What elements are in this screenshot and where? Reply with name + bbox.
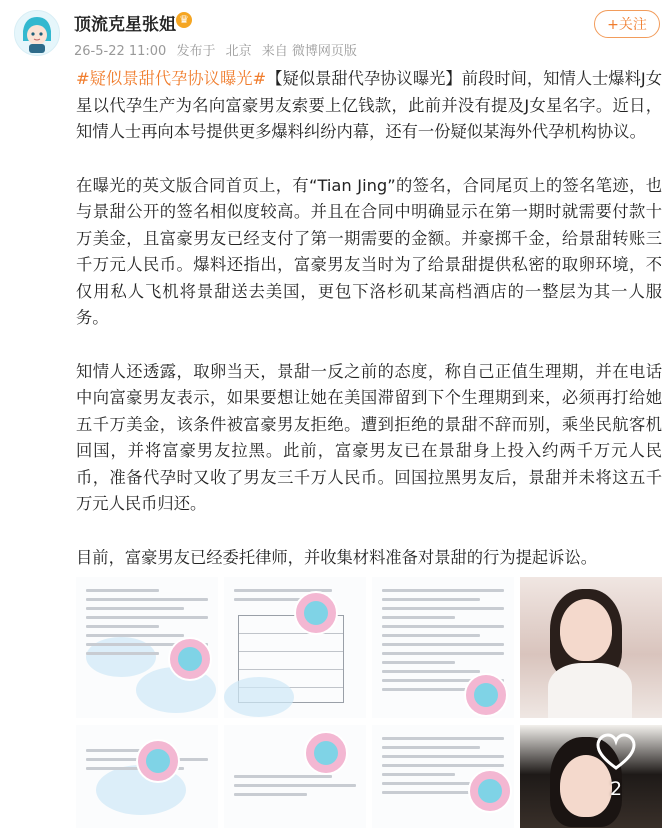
post-meta: [74, 40, 363, 59]
image-thumbnail[interactable]: [224, 577, 366, 718]
post-paragraph-1: [76, 66, 662, 146]
post-time[interactable]: 26-5-22 11:00: [74, 44, 167, 59]
posted-from-label: 发布于: [176, 44, 216, 59]
crown-icon: ♛: [176, 12, 192, 28]
heart-icon[interactable]: [596, 733, 636, 773]
avatar[interactable]: [14, 10, 60, 56]
username[interactable]: 顶流克星张姐: [74, 15, 176, 35]
follow-button[interactable]: +关注: [594, 10, 660, 38]
post-header: [0, 0, 672, 64]
post-paragraph-3: 知情人还透露，取卵当天，景甜一反之前的态度，称自己正值生理期，并在电话中向富豪男友表示，如果要想让她在美国滞留到下个生理期到来，必须再打给她五千万美金，该条件被富豪男友拒绝。遭到拒绝的景甜不辞而别，乘坐民航客机回国，并将富豪男友拉黑。此前，富豪男友已在景甜身上投入约两千万元人民币，准备代孕时又收了男友三千万人民币。回国拉黑男友后，景甜并未将这五千万元人民币归还。: [76, 361, 662, 513]
image-thumbnail[interactable]: [224, 725, 366, 828]
post-paragraph-1-text: 【疑似景甜代孕协议曝光】前段时间，知情人士爆料J女星以代孕生产为名向富豪男友索要上亿钱款，此前并没有提及J女星名字。近日，知情人士再向本号提供更多爆料纠纷内幕，还有一份疑似某海外代孕机构协议。: [76, 69, 662, 141]
image-thumbnail[interactable]: [520, 725, 662, 828]
post-body: [76, 66, 662, 598]
image-thumbnail[interactable]: [372, 725, 514, 828]
post-location: 北京: [225, 44, 252, 59]
image-thumbnail[interactable]: [372, 577, 514, 718]
image-thumbnail[interactable]: [76, 577, 218, 718]
post-paragraph-2: 在曝光的英文版合同首页上，有“Tian Jing”的签名，合同尾页上的签名笔迹，也与景甜公开的签名相似度较高。并且在合同中明确显示在第一期时就需要付款十万美金，且富豪男友已经支付了第一期需要的金额。并豪掷千金，给景甜转账三千万元人民币。爆料还指出，富豪男友当时为了给景甜提供私密的取卵环境，不仅用私人飞机将景甜送去美国，更包下洛杉矶某高档酒店的一整层为其一人服务。: [76, 175, 662, 327]
post-source: 来自 微博网页版: [261, 44, 357, 59]
image-grid: [76, 577, 662, 828]
image-thumbnail[interactable]: [76, 725, 218, 828]
image-thumbnail[interactable]: [520, 577, 662, 718]
like-count: 2: [609, 778, 623, 800]
hashtag-link[interactable]: #疑似景甜代孕协议曝光#: [76, 69, 267, 88]
post-paragraph-4: 目前，富豪男友已经委托律师，并收集材料准备对景甜的行为提起诉讼。: [76, 547, 598, 567]
